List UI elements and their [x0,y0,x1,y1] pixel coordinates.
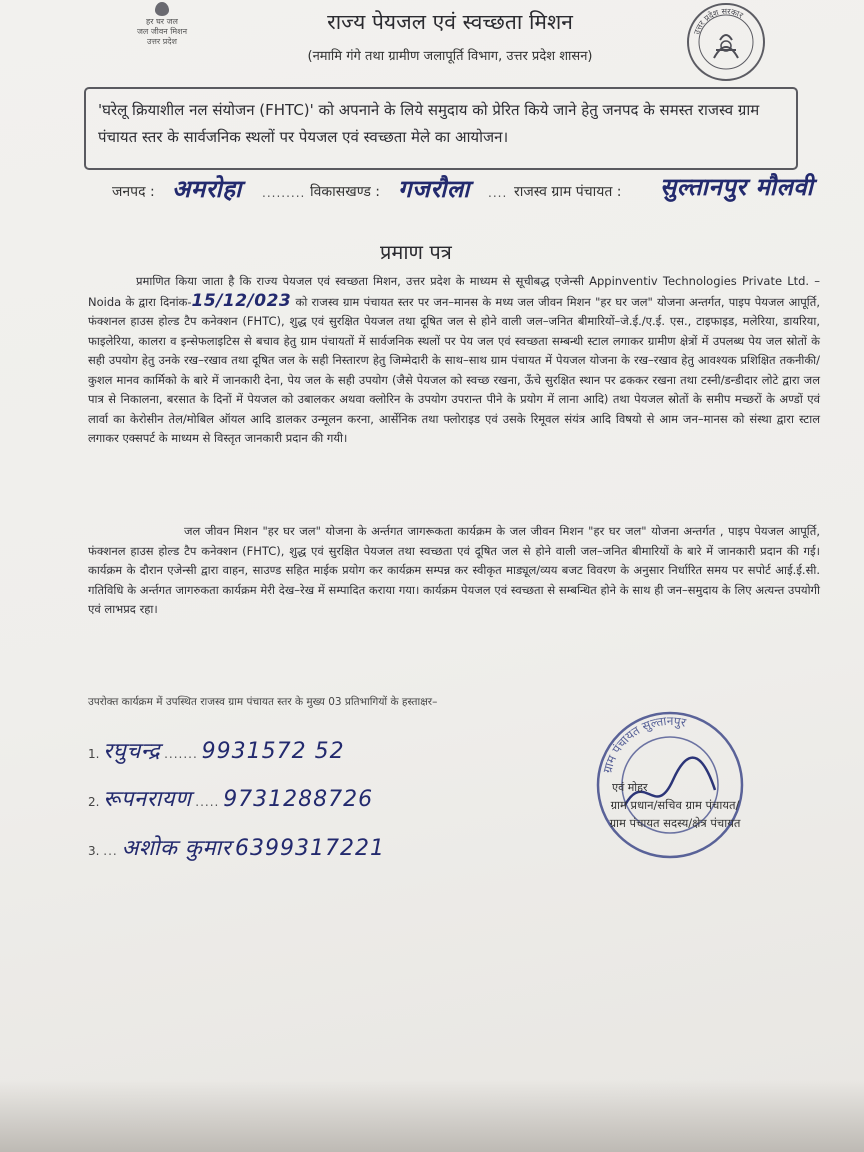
participant-phone: 9931572 52 [201,739,345,764]
para2-text: जल जीवन मिशन "हर घर जल" योजना के अर्न्तगत जागरूकता कार्यक्रम के जल जीवन मिशन "हर घर जल" योजना अन्तर्गत , पाइप पेयजल आपूर्ति, फंक्शनल हाउस होल्ड टैप कनेक्शन (FHTC), शुद्ध एवं सुरक्षित पेयजल तथा स्वच्छता एवं दूषित जल से होने वाली जल–जनित बीमारियों के बारे में जानकारी प्रदान की गई। कार्यक्रम के दौरान एजेन्सी द्वारा वाहन, साउण्ड सहित माईक प्रयोग कर कार्यक्रम सम्पन्न कर स्वीकृत माड्यूल/व्यय बजट विवरण के अनुसार निर्धारित समय पर सपोर्ट आई.ई.सी. गतिविधि के अर्न्तगत जागरुकता कार्यक्रम मेरी देख–रेख में सम्पादित कराया गया। कार्यक्रम पेयजल एवं स्वच्छता से सम्बन्धित होने के साथ ही जन–समुदाय के लिए अत्यन्त उपयोगी एवं लाभप्रद रहा। [88,524,820,616]
mission-subtitle: (नमामि गंगे तथा ग्रामीण जलापूर्ति विभाग, उत्तर प्रदेश शासन) [307,49,593,64]
signature-index: 2. [88,795,100,809]
up-government-seal-icon [684,0,768,84]
para1-after-date: को राजस्व ग्राम पंचायत स्तर पर जन–मानस के मध्य जल जीवन मिशन "हर घर जल" योजना अन्तर्गत, पाइप पेयजल आपूर्ति, फंक्शनल हाउस होल्ड टैप कनेक्शन (FHTC), शुद्ध एवं सुरक्षित पेयजल तथा दूषित जल से होने वाली जल–जनित बीमारियों–जे.ई./ए.ई. एस., टाइफाइड, मलेरिया, डायरिया, फाइलेरिया, कालरा व इन्सेफलाइटिस से बचाव हेतु ग्राम पंचायतों में सार्वजनिक स्थलों पर पेय जल एवं स्वच्छता सम्बन्धी स्टाल लगाकर ग्रामीण क्षेत्रों में उपलब्ध पेय जल स्रोतों के सही उपयोग हेतु उनके रख–रखाव तथा दूषित जल के सही निस्तारण हेतु जिम्मेदारी के साथ–साथ ग्राम पंचायत में पेयजल योजना के रख–रखाव हेतु आवश्यक प्रशिक्षित तकनीकी/कुशल मानव कार्मिको के बारे में जानकारी देना, पेय जल के सही उपयोग (जैसे पेयजल को स्वच्छ रखना, ऊँचे सुरक्षित स्थान पर ढककर रखना तथा टस्नी/डन्डीदार लोटे द्वारा जल पात्र से निकालना, बरसात के दिनों में पेयजल को उबालकर अथवा क्लोरिन के उपयोग उपरान्त पीने के प्रयोग में लाना आदि) तथा पेयजल स्रोतों के समीप मच्छरों के अण्डों एवं लार्वा का केरोसीन तेल/मोबिल ऑयल आदि डालकर उन्मूलन करना, आर्सेनिक तथा फ्लोराइड एवं उसके रिमूवल संयंत्र आदि विषयो से आम जन–मानस को संस्था द्वारा स्टाल लगाकर एक्सपर्ट के माध्यम से विस्तृत जानकारी प्रदान की गयी। [88,294,820,445]
district-dots: ......... [262,186,306,200]
block-dots: .... [488,186,508,200]
logo-line-2: जल जीवन मिशन [136,27,188,36]
participant-phone: 6399317221 [235,836,385,861]
logo-line-1: हर घर जल [146,17,178,26]
participant-name: अशोक कुमार [121,836,232,861]
signatory-caption-2: ग्राम पंचायत सदस्य/क्षेत्र पंचायत [609,816,741,830]
event-notice-box [84,87,798,170]
para1-before-date: प्रमाणित किया जाता है कि राज्य पेयजल एवं स्वच्छता मिशन, उत्तर प्रदेश के माध्यम से सूचीबद्ध एजेन्सी Appinventiv Technologies Private Ltd. – Noida के द्वारा दिनांक- [88,274,820,309]
signature-row-3 [88,832,385,862]
signature-index: 1. [88,747,100,761]
page-shadow [0,1080,864,1152]
block-label: विकासखण्ड : [310,184,381,200]
stamp-label: एवं मोहर [612,781,648,794]
signature-row-1 [88,735,345,765]
dots: ... [103,844,118,858]
participant-name: रघुचन्द्र [103,739,161,764]
panchayat-label: राजस्व ग्राम पंचायत : [514,184,622,200]
water-drop-icon [155,2,169,16]
signature-intro: उपरोक्त कार्यक्रम में उपस्थित राजस्व ग्राम पंचायत स्तर के मुख्य 03 प्रतिभागियों के हस्ताक्षर– [88,696,438,708]
logo-line-3: उत्तर प्रदेश [147,37,177,46]
dots: ....... [164,747,198,761]
mission-title: राज्य पेयजल एवं स्वच्छता मिशन [327,10,573,34]
panchayat-value: सुल्तानपुर मौलवी [660,173,814,201]
participant-phone: 9731288726 [223,787,374,812]
gram-panchayat-stamp-icon [585,700,755,870]
dots: ..... [195,795,220,809]
signatory-caption-1: ग्राम प्रधान/सचिव ग्राम पंचायत/ [610,798,740,812]
event-date: 15/12/023 [191,290,292,311]
district-label: जनपद : [112,184,155,200]
certificate-paragraph-2 [88,522,820,620]
svg-text:उत्तर प्रदेश सरकार [692,7,745,36]
event-notice-text: 'घरेलू क्रियाशील नल संयोजन (FHTC)' को अपनाने के लिये समुदाय को प्रेरित किये जाने हेतु जनपद के समस्त राजस्व ग्राम पंचायत स्तर के सार्वजनिक स्थलों पर पेयजल एवं स्वच्छता मेले का आयोजन। [98,101,760,146]
participant-name: रूपनरायण [103,787,192,812]
block-value: गजरौला [398,175,470,203]
certificate-heading: प्रमाण पत्र [380,240,452,264]
certificate-paragraph-1 [88,272,820,449]
seal-text: उत्तर प्रदेश सरकार [692,6,745,36]
signature-row-2 [88,783,373,813]
district-value: अमरोहा [172,175,242,203]
stamp-text: ग्राम पंचायत सुल्तानपुर [600,713,688,775]
har-ghar-jal-logo [112,2,212,46]
signature-index: 3. [88,844,100,858]
